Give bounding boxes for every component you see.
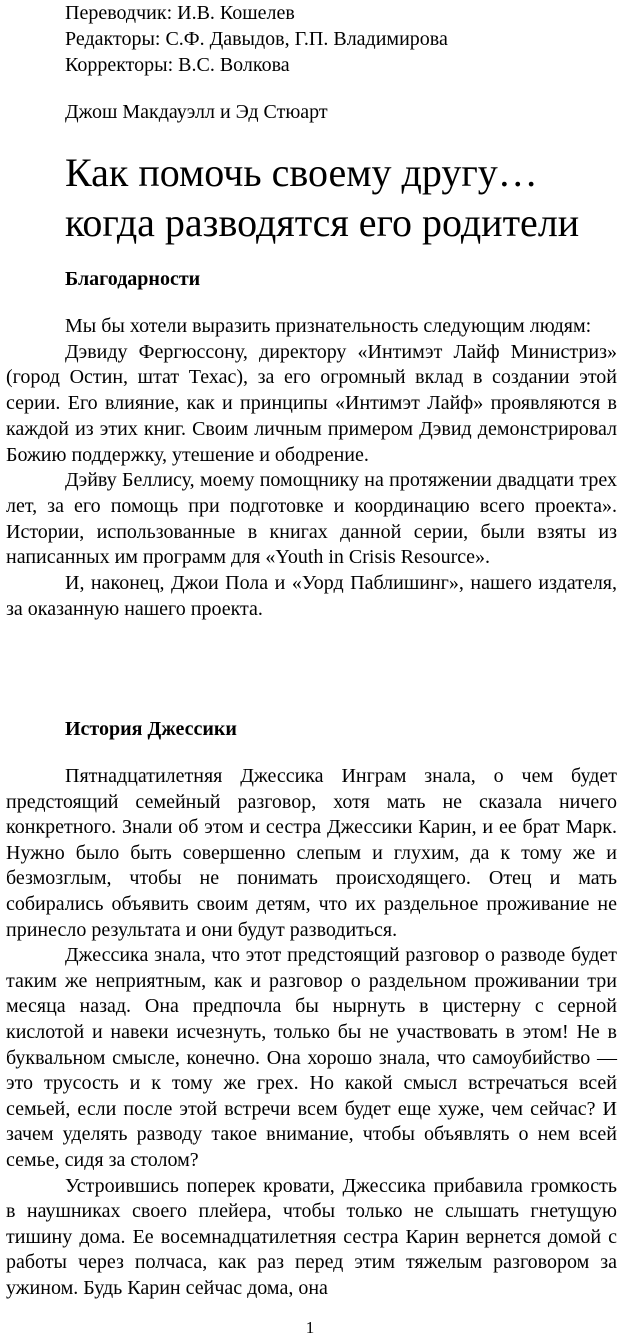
acknowledgments-paragraph: Мы бы хотели выразить признательность следующим людям: <box>65 315 592 337</box>
authors-line: Джош Макдауэлл и Эд Стюарт <box>65 101 328 123</box>
acknowledgments-paragraph: Дэйву Беллису, моему помощнику на протяжении двадцати трех лет, за его помощь при подготовке и координацию всего проекта». Истории, использованные в книгах данной серии, были взяты из написанных им программ для «Youth in Crisis Resource». <box>6 469 617 569</box>
editors-line: Редакторы: С.Ф. Давыдов, Г.П. Владимирова <box>65 28 448 50</box>
credits-block <box>65 0 448 78</box>
story-paragraph: Пятнадцатилетняя Джессика Инграм знала, о чем будет предстоящий семейный разговор, хотя мать не сказала ничего конкретного. Знали об этом и сестра Джессики Карин, и ее брат Марк. Нужно было быть совершенно слепым и глухим, да к тому же и безмозглым, чтобы не понимать происходящего. Отец и мать собирались объявить своим детям, что их раздельное проживание не принесло результата и они будут разводиться. <box>6 765 617 941</box>
book-title-line-2: когда разводятся его родители <box>65 200 580 245</box>
acknowledgments-paragraph: Дэвиду Фергюссону, директору «Интимэт Лайф Министриз» (город Остин, штат Техас), за его огромный вклад в создании этой серии. Его влияние, как и принципы «Интимэт Лайф» проявляются в каждой из этих книг. Своим личным примером Дэвид демонстрировал Божию поддержку, утешение и ободрение. <box>6 340 617 466</box>
story-paragraph: Устроившись поперек кровати, Джессика прибавила громкость в наушниках своего плейера, чтобы только не слышать гнетущую тишину дома. Ее восемнадцатилетняя сестра Карин вернется домой с работы через полчаса, как раз перед этим тяжелым разговором за ужином. Будь Карин сейчас дома, она <box>6 1174 617 1299</box>
page-number: 1 <box>305 1318 315 1337</box>
acknowledgments-paragraph: И, наконец, Джои Пола и «Уорд Паблишинг», нашего издателя, за оказанную нашего проекта. <box>6 572 617 620</box>
translator-line: Переводчик: И.В. Кошелев <box>65 2 295 24</box>
story-heading: История Джессики <box>65 718 237 740</box>
book-title <box>65 148 615 248</box>
story-body <box>6 764 617 1301</box>
book-title-line-1: Как помочь своему другу… <box>65 150 538 195</box>
story-paragraph: Джессика знала, что этот предстоящий разговор о разводе будет таким же неприятным, как и разговор о раздельном проживании три месяца назад. Она предпочла бы нырнуть в цистерну с серной кислотой и навеки исчезнуть, только бы не участвовать в этом! Не в буквальном смысле, конечно. Она хорошо знала, что самоубийство — это трусость и к тому же грех. Но какой смысл встречаться всей семьей, если после этой встречи всем будет еще хуже, чем сейчас? И зачем уделять разводу такое внимание, чтобы объявлять о нем всей семье, сидя за столом? <box>6 944 617 1171</box>
acknowledgments-heading: Благодарности <box>65 268 201 290</box>
proofreaders-line: Корректоры: В.С. Волкова <box>65 54 290 76</box>
acknowledgments-body <box>6 314 617 622</box>
